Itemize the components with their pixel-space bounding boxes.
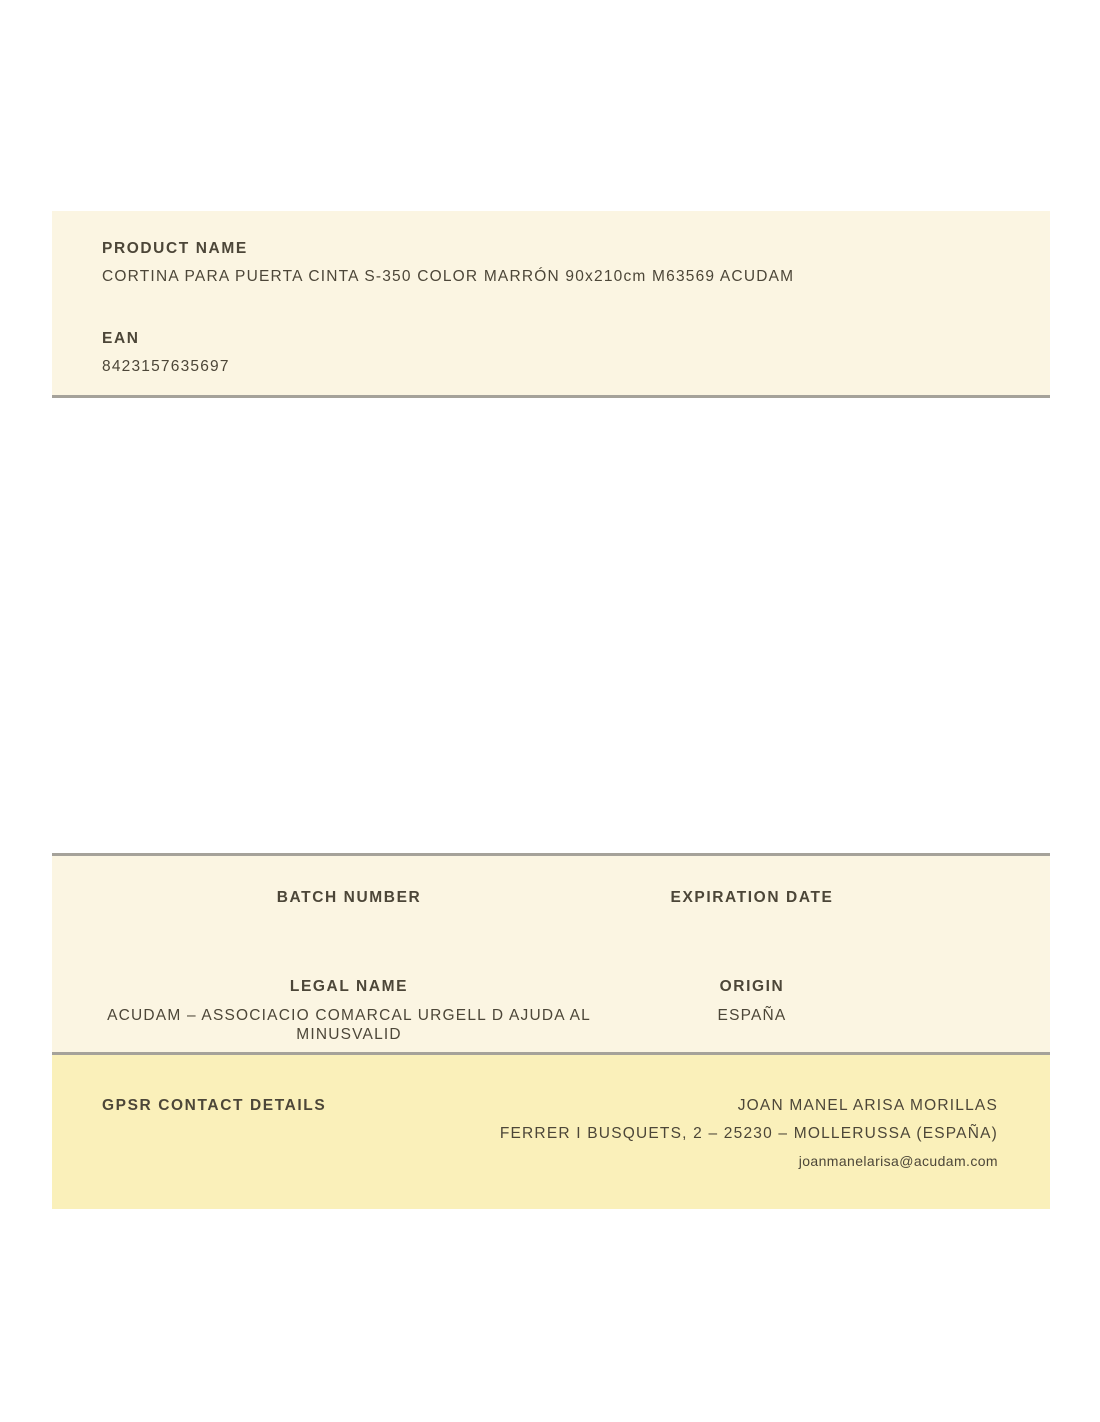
gpsr-contact-details-label: GPSR CONTACT DETAILS bbox=[102, 1097, 327, 1114]
batch-number-value bbox=[52, 907, 646, 977]
expiration-date-label: EXPIRATION DATE bbox=[670, 889, 834, 906]
product-name-label: PRODUCT NAME bbox=[102, 240, 248, 257]
gpsr-panel bbox=[52, 1055, 1050, 1209]
contact-email: joanmanelarisa@acudam.com bbox=[798, 1153, 998, 1169]
product-name-field bbox=[102, 239, 1000, 286]
product-panel bbox=[52, 211, 1050, 398]
batch-panel bbox=[52, 853, 1050, 1055]
ean-field bbox=[102, 329, 1000, 376]
origin-label: ORIGIN bbox=[719, 978, 785, 995]
batch-header-row bbox=[52, 888, 1050, 907]
batch-number-label: BATCH NUMBER bbox=[276, 889, 422, 906]
contact-address: FERRER I BUSQUETS, 2 – 25230 – MOLLERUSSA (ESPAÑA) bbox=[499, 1125, 998, 1142]
gpsr-contact-block bbox=[500, 1096, 998, 1171]
ean-label: EAN bbox=[102, 330, 140, 347]
batch-value-row bbox=[52, 907, 1050, 977]
legal-header-row bbox=[52, 977, 1050, 996]
expiration-date-value bbox=[646, 907, 858, 977]
product-name-value: CORTINA PARA PUERTA CINTA S-350 COLOR MARRÓN 90x210cm M63569 ACUDAM bbox=[102, 268, 795, 285]
legal-value-row bbox=[52, 1006, 1050, 1044]
legal-name-label: LEGAL NAME bbox=[289, 978, 409, 995]
contact-name: JOAN MANEL ARISA MORILLAS bbox=[737, 1097, 998, 1114]
ean-value: 8423157635697 bbox=[102, 358, 230, 375]
gpsr-row bbox=[102, 1096, 998, 1171]
legal-name-value: ACUDAM – ASSOCIACIO COMARCAL URGELL D AJUDA AL MINUSVALID bbox=[107, 1007, 591, 1043]
origin-value: ESPAÑA bbox=[717, 1007, 787, 1024]
